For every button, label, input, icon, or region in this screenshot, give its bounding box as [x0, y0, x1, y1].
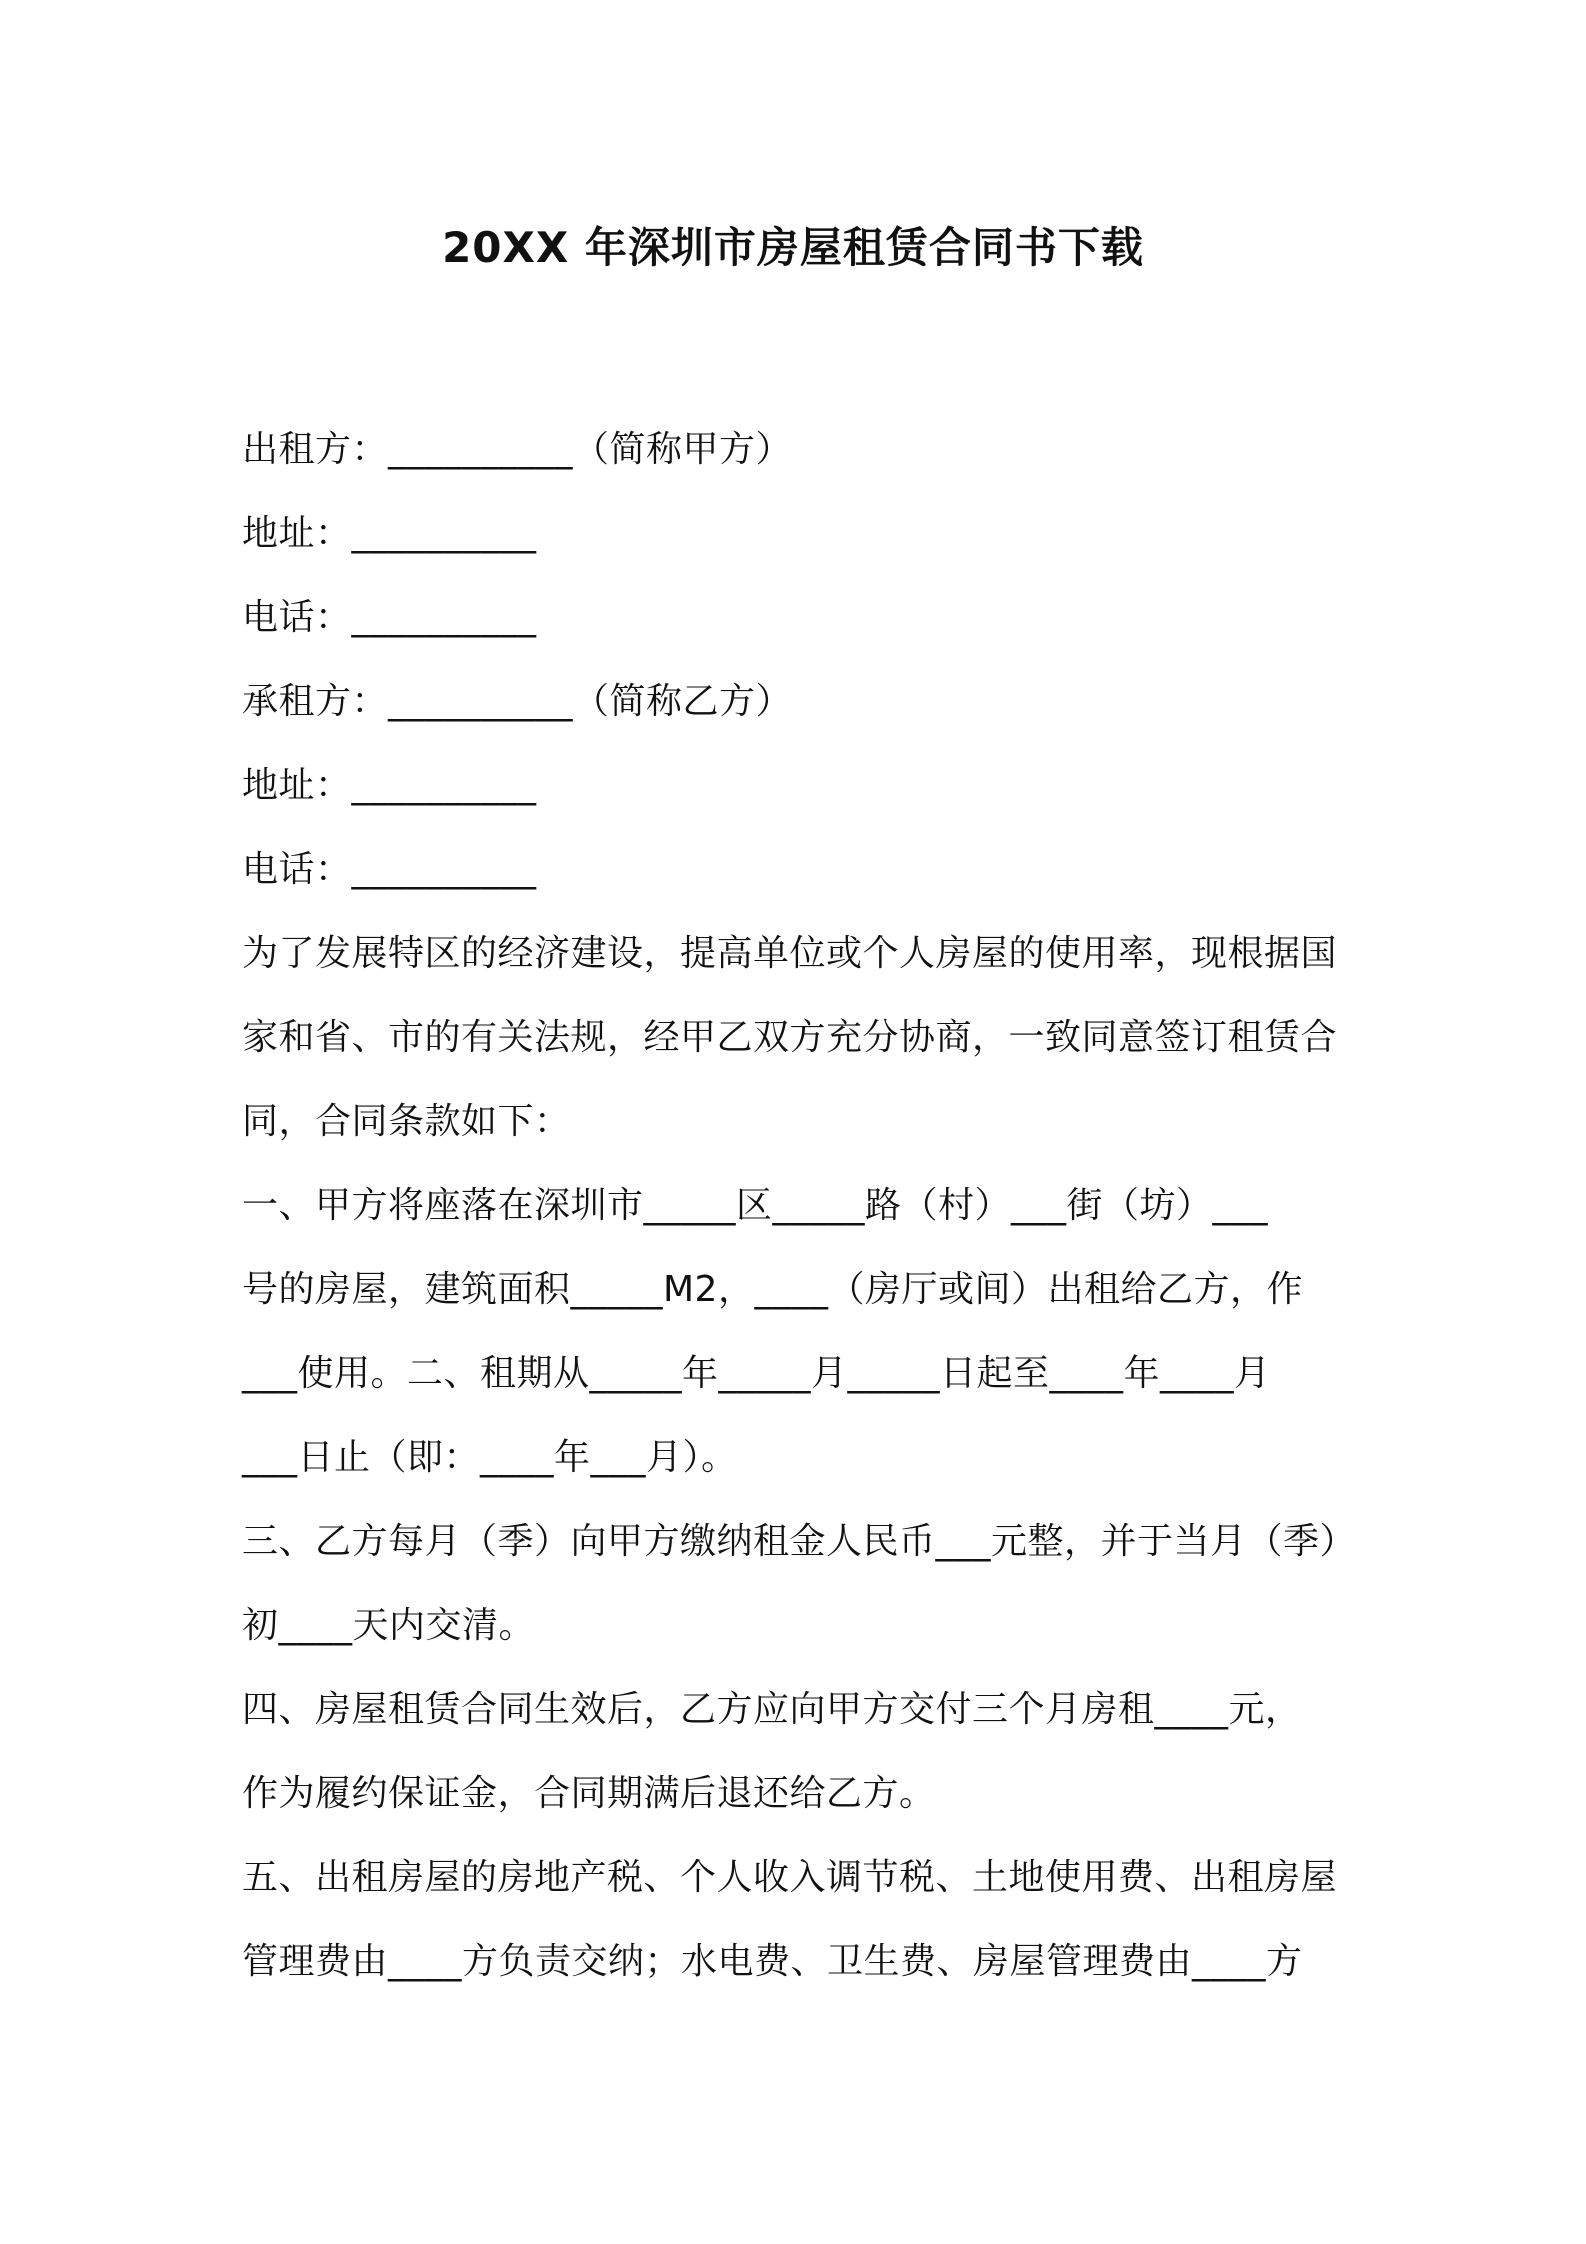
lessee-phone-line: 电话：__________ — [242, 849, 537, 890]
document-title: 20XX 年深圳市房屋租赁合同书下载 — [442, 223, 1144, 272]
paragraph-line: 作为履约保证金，合同期满后退还给乙方。 — [242, 1773, 936, 1814]
clause-5-paragraph — [242, 1836, 1352, 2004]
clause-3-paragraph — [242, 1500, 1357, 1668]
clause-4-paragraph — [242, 1668, 1352, 1836]
lessee-line: 承租方：__________（简称乙方） — [242, 681, 793, 722]
paragraph-line: 三、乙方每月（季）向甲方缴纳租金人民币___元整，并于当月（季） — [242, 1521, 1357, 1562]
clause-1-paragraph — [242, 1164, 1352, 1500]
paragraph-line: 同，合同条款如下： — [242, 1101, 571, 1142]
paragraph-line: 管理费由____方负责交纳；水电费、卫生费、房屋管理费由____方 — [242, 1941, 1303, 1982]
lessee-address-line: 地址：__________ — [242, 765, 537, 806]
paragraph-line: 四、房屋租赁合同生效后，乙方应向甲方交付三个月房租____元， — [242, 1689, 1302, 1730]
paragraph-line: 五、出租房屋的房地产税、个人收入调节税、土地使用费、出租房屋 — [242, 1857, 1338, 1898]
paragraph-line: 一、甲方将座落在深圳市_____区_____路（村）___街（坊）___ — [242, 1185, 1269, 1226]
document-body — [242, 408, 1357, 2004]
paragraph-line: 为了发展特区的经济建设，提高单位或个人房屋的使用率，现根据国 — [242, 933, 1338, 974]
paragraph-line: 初____天内交清。 — [242, 1605, 536, 1646]
paragraph-line: 家和省、市的有关法规，经甲乙双方充分协商，一致同意签订租赁合 — [242, 1017, 1338, 1058]
lessor-address-line: 地址：__________ — [242, 513, 537, 554]
lessor-line: 出租方：__________（简称甲方） — [242, 429, 793, 470]
lessor-phone-line: 电话：__________ — [242, 597, 537, 638]
paragraph-line: ___日止（即：____年___月）。 — [242, 1437, 738, 1478]
paragraph-line: ___使用。二、租期从_____年_____月_____日起至____年____月 — [242, 1353, 1271, 1394]
preamble-paragraph — [242, 912, 1352, 1164]
paragraph-line: 号的房屋，建筑面积_____M2，____（房厅或间）出租给乙方，作 — [242, 1269, 1303, 1310]
